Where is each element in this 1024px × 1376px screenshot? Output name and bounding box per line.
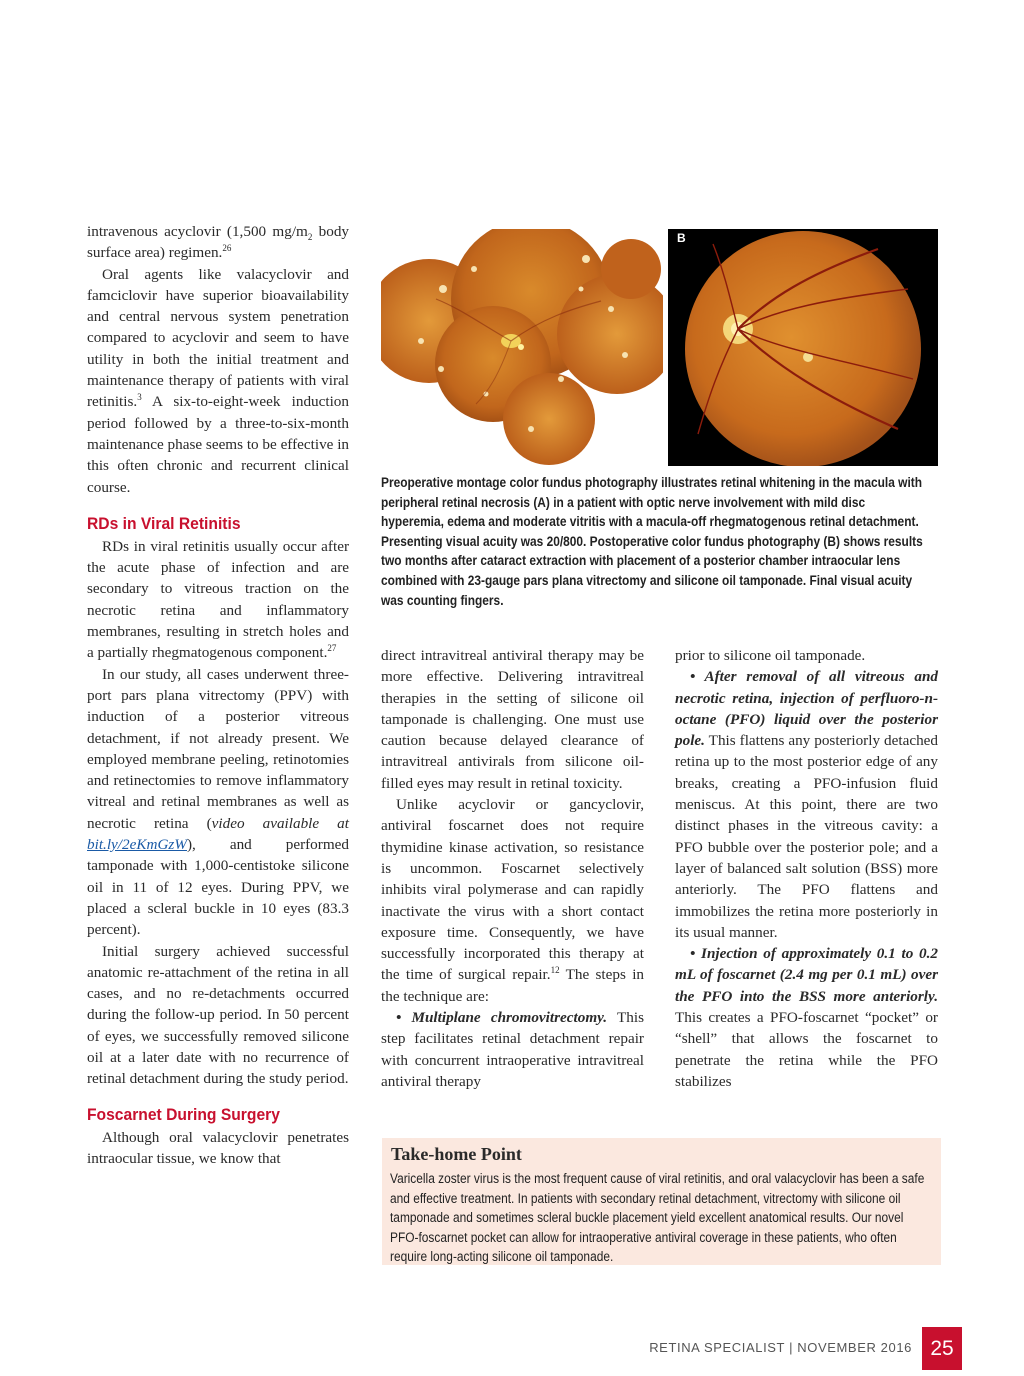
photo-label-b: B xyxy=(677,231,686,245)
section-heading-foscarnet: Foscarnet During Surgery xyxy=(87,1104,280,1124)
take-home-box xyxy=(382,1138,941,1265)
fundus-photo-b xyxy=(668,229,938,466)
bullet-item: • Multiplane chromovitrectomy. This step facilitates retinal detachment repair with concurrent intraoperative intravitreal antiviral therapy xyxy=(381,1009,644,1090)
paragraph: RDs in viral retinitis usually occur after the acute phase of infection and are secondary to vitreous traction on the necrotic retina and inflammatory membranes, resulting in stretch holes and a partially rhegmatogenous component.$^{27}$ xyxy=(87,537,349,662)
photo-label-a: A xyxy=(390,231,399,245)
section-heading-rds: RDs in Viral Retinitis xyxy=(87,513,241,533)
column-3 xyxy=(675,645,938,1092)
take-home-body: Varicella zoster virus is the most frequent cause of viral retinitis, and oral valacyclovir has been a safe and effective treatment. In patients with secondary retinal detachment, vitrectomy with silicone oil tamponade and sometimes scleral buckle placement yield excellent anatomical results. Our novel PFO-foscarnet pocket can allow for intraoperative antiviral coverage in these patients, who often require long-acting silicone oil tamponade. xyxy=(390,1171,925,1265)
bullet-item: • Injection of approximately 0.1 to 0.2 mL of foscarnet (2.4 mg per 0.1 mL) over the PFO into the BSS more anteriorly. This creates a PFO-foscarnet “pocket” or “shell” that allows the foscarnet to penetrate the retina while the PFO stabilizes xyxy=(675,945,938,1090)
page-number: 25 xyxy=(922,1327,962,1370)
paragraph: direct intravitreal antiviral therapy may be more effective. Delivering intravitreal therapies in the setting of silicone oil tamponade is challenging. One must use caution because delayed clearance of intravitreal antivirals from silicone oil-filled eyes may result in retinal toxicity. xyxy=(381,647,644,792)
paragraph: Although oral valacyclovir penetrates intraocular tissue, we know that xyxy=(87,1128,349,1167)
paragraph: In our study, all cases underwent three-port pars plana vitrectomy (PPV) with induction of a posterior vitreous detachment, if not already present. We employed membrane peeling, retinotomies and retinectomies to remove inflammatory vitreal and retinal membranes as well as necrotic retina (video available at bit.ly/2eKmGzW), and performed tamponade with 1,000-centistoke silicone oil in 11 of 12 eyes. During PPV, we placed a scleral buckle in 10 eyes (83.3 percent). xyxy=(87,665,349,939)
fundus-postop-image xyxy=(668,229,938,466)
bullet-item: • After removal of all vitreous and necrotic retina, injection of perfluoro-n-octane (PFO) liquid over the posterior pole. This flattens any posteriorly detached retina up to the most posterior edge of any breaks, creating a PFO-infusion fluid meniscus. At this point, there are two distinct phases in the vitreous cavity: a PFO bubble over the posterior pole; and a layer of balanced salt solution (BSS) more anteriorly. The PFO flattens and immobilizes the retina more posteriorly in its usual manner. xyxy=(675,668,938,941)
column-2 xyxy=(381,645,644,1092)
fundus-photo-a xyxy=(381,229,663,466)
paragraph: intravenous acyclovir (1,500 $mg/m_2$ body surface area) regimen.$^{26}$ xyxy=(87,223,350,262)
journal-footer: RETINA SPECIALIST | NOVEMBER 2016 xyxy=(649,1340,912,1355)
fundus-montage-image xyxy=(381,229,663,466)
paragraph: Oral agents like valacyclovir and famciclovir have superior bioavailability and central nervous system penetration compared to acyclovir and seem to have utility in both the initial treatment and maintenance therapy of patients with viral retinitis.$^3$ A six-to-eight-week induction period followed by a three-to-six-month maintenance phase seems to be effective in this often chronic and recurrent clinical course. xyxy=(87,265,350,496)
paragraph: Unlike acyclovir or gancyclovir, antiviral foscarnet does not require thymidine kinase activation, so resistance is uncommon. Foscarnet selectively inhibits viral polymerase and can rapidly inactivate the virus with a short contact exposure time. Consequently, we have successfully incorporated this therapy at the time of surgical repair.$^{12}$ The steps in the technique are: xyxy=(381,796,645,1005)
paragraph: prior to silicone oil tamponade. xyxy=(675,647,866,664)
column-1 xyxy=(87,221,349,1169)
paragraph: Initial surgery achieved successful anatomic re-attachment of the retina in all cases, and no re-detachments occurred during the follow-up period. In 50 percent of eyes, we successfully removed silicone oil at a later date with no recurrence of retinal detachment during the study period. xyxy=(87,942,349,1088)
fundus-figure xyxy=(381,229,938,466)
video-link[interactable]: bit.ly/2eKmGzW xyxy=(87,836,187,854)
take-home-title: Take-home Point xyxy=(391,1144,522,1164)
figure-caption: Preoperative montage color fundus photography illustrates retinal whitening in the macula with peripheral retinal necrosis (A) in a patient with optic nerve involvement with mild disc hyperemia, edema and moderate vitritis with a macula-off rhegmatogenous retinal detachment. Presenting visual acuity was 20/800. Postoperative color fundus photography (B) shows results two months after cataract extraction with placement of a posterior chamber intraocular lens combined with 23-gauge pars plana vitrectomy and silicone oil tamponade. Final visual acuity was counting fingers. xyxy=(381,475,923,608)
